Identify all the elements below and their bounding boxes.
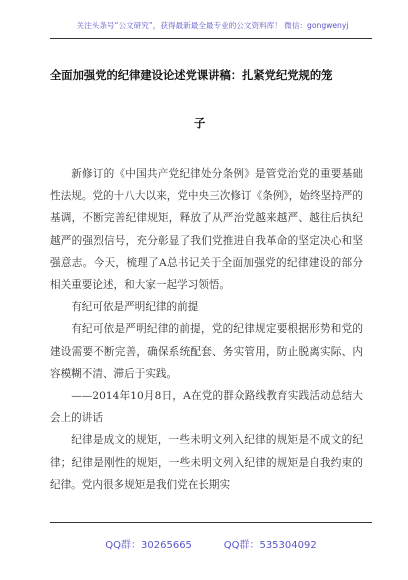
body-paragraph: 纪律是成文的规矩，一些未明文列入纪律的规矩是不成文的纪律；纪律是刚性的规矩，一些未明文列入纪律的规矩是自我约束的纪律。党内很多规矩是我们党在长期实 xyxy=(50,434,363,491)
document-body xyxy=(50,163,363,496)
document-title-line-1: 全面加强党的纪律建设论述党课讲稿：扎紧党纪党规的笼 xyxy=(50,69,333,82)
document-title-line-2: 子 xyxy=(194,117,206,130)
footer-rule xyxy=(50,522,372,523)
section-heading: 有纪可依是严明纪律的前提 xyxy=(71,301,199,314)
page-header: 关注头条号“公文研究”，获得最新最全最专业的公文资料库！ 微信：gongwenyj xyxy=(76,21,349,30)
body-paragraph: 有纪可依是严明纪律的前提，党的纪律规定要根据形势和党的建设需要不断完善，确保系统配套、务实管用，防止脱离实际、内容模糊不清、滞后于实践。 xyxy=(50,323,363,380)
body-paragraph: 新修订的《中国共产党纪律处分条例》是管党治党的重要基础性法规。党的十八大以来，党中央三次修订《条例》，始终坚持严的基调，不断完善纪律规矩，释放了从严治党越来越严、越往后执纪越严的强烈信号，充分彰显了我们党推进自我革命的坚定决心和坚强意志。今天，梳理了A总书记关于全面加强党的纪律建设的部分相关重要论述，和大家一起学习领悟。 xyxy=(50,168,363,292)
header-rule xyxy=(50,38,372,39)
page-footer: QQ群：30265665 QQ群：535304092 xyxy=(105,540,317,551)
source-citation: ——2014年10月8日，A在党的群众路线教育实践活动总结大会上的讲话 xyxy=(50,390,363,425)
